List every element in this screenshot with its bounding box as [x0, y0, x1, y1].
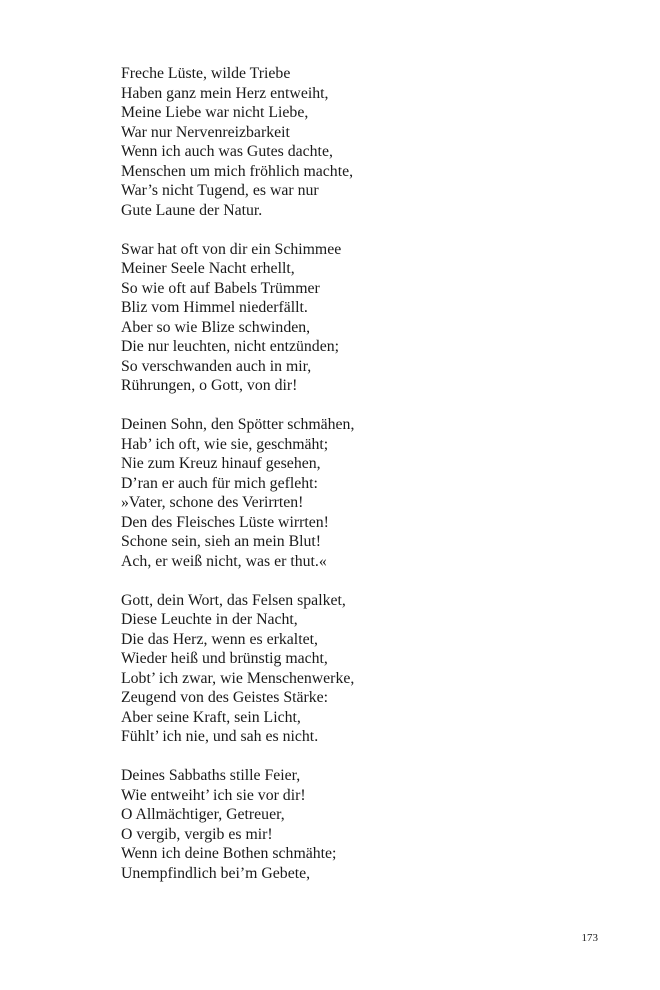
poem-line: O vergib, vergib es mir! [121, 825, 273, 843]
poem-stanza [121, 415, 591, 571]
poem-stanza [121, 64, 591, 220]
poem-line: Rührungen, o Gott, von dir! [121, 377, 298, 394]
poem-stanza [121, 591, 591, 747]
poem-line: Wenn ich deine Bothen schmähte; [121, 845, 337, 862]
poem-line: Freche Lüste, wilde Triebe [121, 65, 291, 82]
poem-line: Aber so wie Blize schwinden, [121, 318, 311, 336]
poem-stanza [121, 766, 591, 883]
poem-line: Nie zum Kreuz hinauf gesehen, [121, 455, 321, 472]
poem-line: Ach, er weiß nicht, was er thut.« [121, 552, 327, 570]
poem-line: So verschwanden auch in mir, [121, 357, 312, 375]
poem-line: Meiner Seele Nacht erhellt, [121, 260, 295, 277]
poem-line: Lobt’ ich zwar, wie Menschenwerke, [121, 669, 355, 687]
poem-line: Aber seine Kraft, sein Licht, [121, 708, 301, 726]
poem-line: Menschen um mich fröhlich machte, [121, 162, 354, 180]
poem-line: »Vater, schone des Verirrten! [121, 494, 304, 511]
poem-line: Schone sein, sieh an mein Blut! [121, 533, 322, 550]
poem-line: Bliz vom Himmel niederfällt. [121, 299, 308, 316]
poem-line: Wieder heiß und brünstig macht, [121, 650, 328, 667]
poem-line: Deines Sabbaths stille Feier, [121, 767, 301, 784]
poem-line: Fühlt’ ich nie, und sah es nicht. [121, 728, 319, 745]
poem-line: Haben ganz mein Herz entweiht, [121, 84, 329, 102]
poem-line: Wenn ich auch was Gutes dachte, [121, 143, 333, 160]
page-number: 173 [581, 932, 598, 944]
poem-line: So wie oft auf Babels Trümmer [121, 279, 320, 297]
poem-line: Gute Laune der Natur. [121, 201, 263, 219]
poem-line: Hab’ ich oft, wie sie, geschmäht; [121, 435, 329, 453]
poem-line: Swar hat oft von dir ein Schimmee [121, 240, 342, 258]
poem-line: Deinen Sohn, den Spötter schmähen, [121, 416, 355, 433]
poem-line: Die das Herz, wenn es erkaltet, [121, 630, 318, 648]
poem-body [121, 64, 591, 903]
poem-line: War nur Nervenreizbarkeit [121, 123, 290, 141]
poem-line: Diese Leuchte in der Nacht, [121, 611, 298, 628]
poem-line: Gott, dein Wort, das Felsen spalket, [121, 591, 346, 609]
poem-line: War’s nicht Tugend, es war nur [121, 182, 319, 199]
poem-line: O Allmächtiger, Getreuer, [121, 806, 285, 823]
poem-line: Unempfindlich bei’m Gebete, [121, 864, 311, 882]
poem-stanza [121, 240, 591, 396]
poem-line: Meine Liebe war nicht Liebe, [121, 104, 309, 121]
poem-line: Den des Fleisches Lüste wirrten! [121, 513, 329, 531]
poem-line: Zeugend von des Geistes Stärke: [121, 689, 329, 706]
poem-line: D’ran er auch für mich gefleht: [121, 474, 318, 492]
poem-line: Die nur leuchten, nicht entzünden; [121, 338, 340, 355]
poem-line: Wie entweiht’ ich sie vor dir! [121, 786, 306, 804]
